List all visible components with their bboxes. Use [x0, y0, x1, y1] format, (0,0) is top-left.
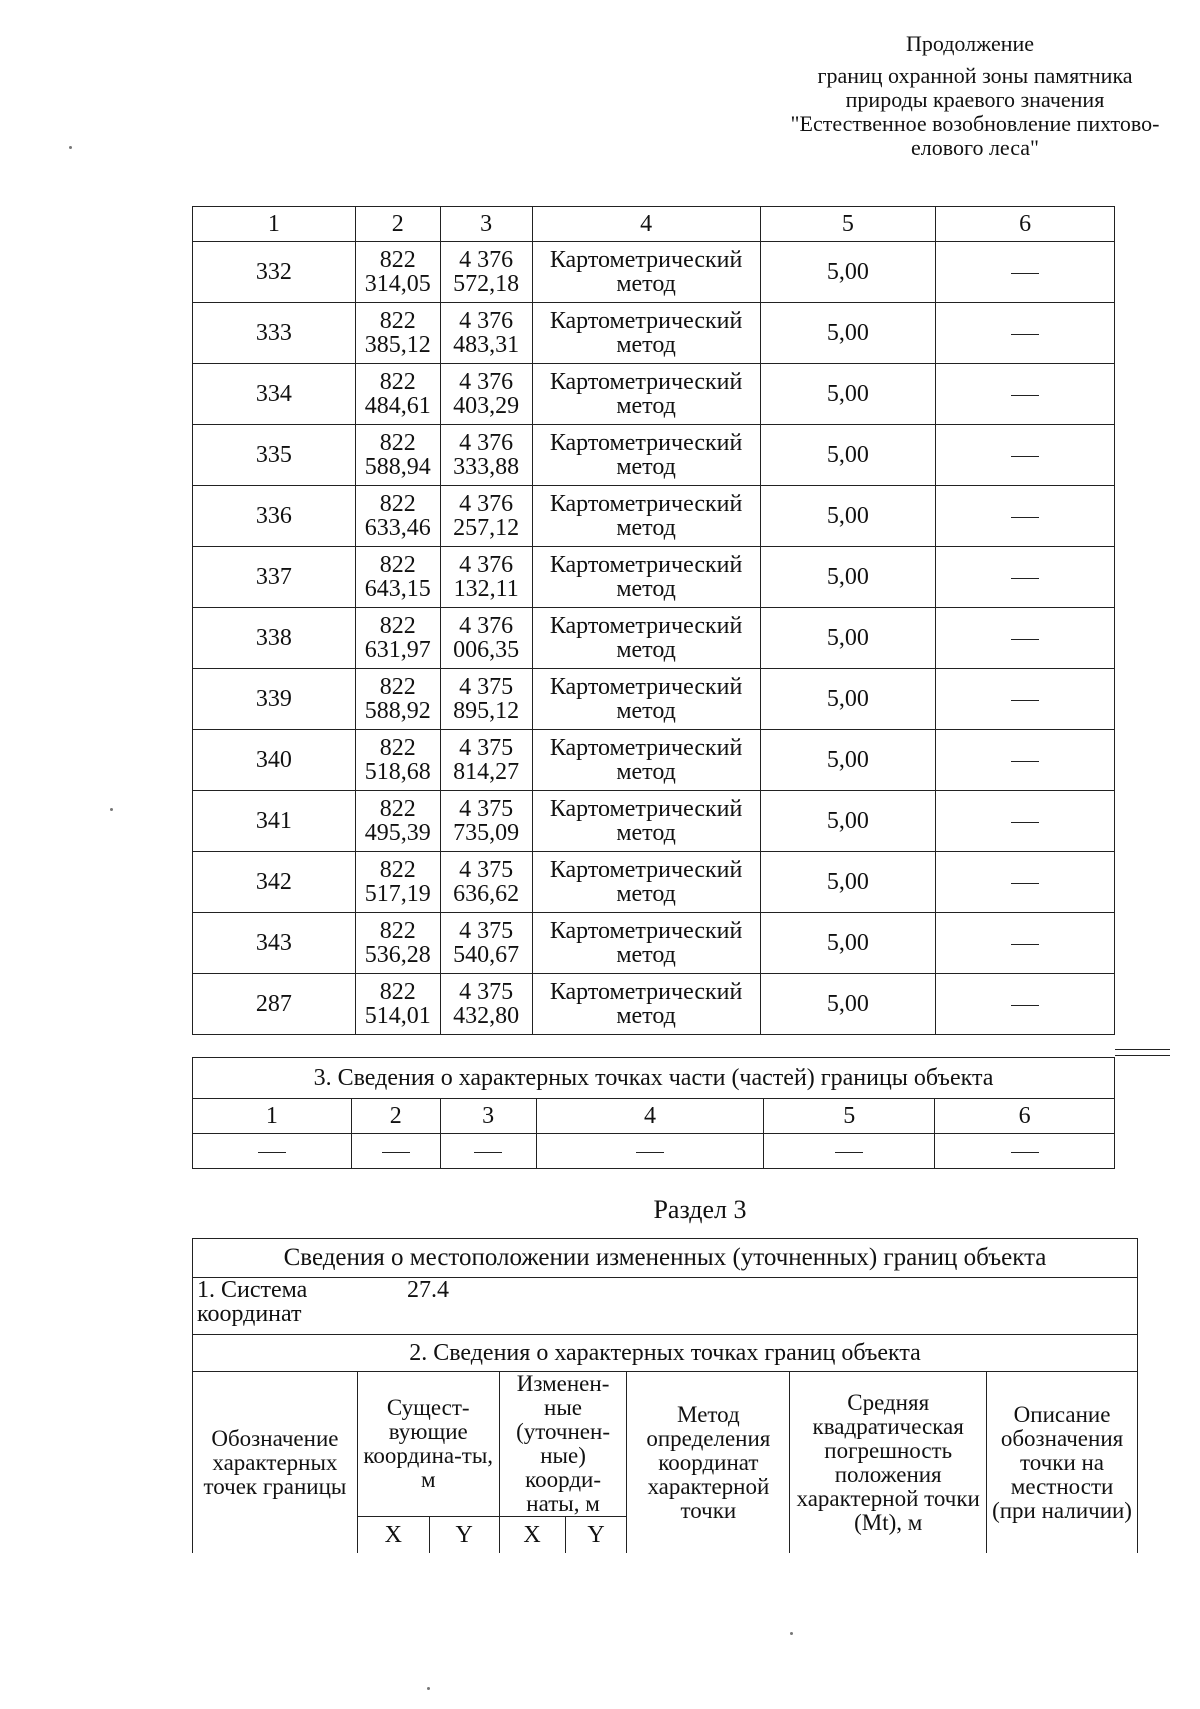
table-row — [193, 486, 1115, 547]
dash-mark — [1011, 639, 1039, 640]
section-heading: Раздел 3 — [653, 1195, 747, 1224]
table-row — [193, 303, 1115, 364]
scan-speck — [69, 146, 72, 149]
boundary-parts-title: 3. Сведения о характерных точках части (частей) границы объекта — [193, 1058, 1115, 1099]
point-number-cell: 341 — [193, 791, 356, 852]
method-cell: Картометрический метод — [532, 791, 760, 852]
coordinate-system-label: 1. Система координат — [197, 1277, 308, 1327]
column-number: 2 — [355, 207, 440, 242]
y-coordinate-cell: 4 375 636,62 — [440, 852, 532, 913]
y-coordinate-cell: 4 376 483,31 — [440, 303, 532, 364]
error-cell: 5,00 — [760, 547, 936, 608]
table-row — [193, 608, 1115, 669]
dash-cell — [193, 1134, 352, 1169]
description-cell — [936, 730, 1115, 791]
dash-mark — [258, 1152, 286, 1153]
dash-mark — [1011, 1152, 1039, 1153]
error-cell: 5,00 — [760, 913, 936, 974]
dash-mark — [1011, 273, 1039, 274]
description-cell — [936, 303, 1115, 364]
double-rule — [1115, 1049, 1170, 1050]
dash-mark — [1011, 700, 1039, 701]
subcolumn-y: Y — [429, 1517, 499, 1554]
description-cell — [936, 547, 1115, 608]
y-coordinate-cell: 4 375 814,27 — [440, 730, 532, 791]
method-cell: Картометрический метод — [532, 486, 760, 547]
x-coordinate-cell: 822 643,15 — [355, 547, 440, 608]
subcolumn-x: X — [357, 1517, 429, 1554]
description-cell — [936, 852, 1115, 913]
dash-mark — [1011, 578, 1039, 579]
section3-title: Сведения о местоположении измененных (уточненных) границ объекта — [193, 1239, 1138, 1278]
point-number-cell: 332 — [193, 242, 356, 303]
table-header-row — [193, 1099, 1115, 1134]
method-cell: Картометрический метод — [532, 730, 760, 791]
x-coordinate-cell: 822 633,46 — [355, 486, 440, 547]
coordinate-system-row — [193, 1278, 1138, 1335]
subcolumn-y: Y — [565, 1517, 627, 1554]
error-cell: 5,00 — [760, 791, 936, 852]
point-number-cell: 333 — [193, 303, 356, 364]
column-number: 3 — [440, 207, 532, 242]
x-coordinate-cell: 822 631,97 — [355, 608, 440, 669]
method-cell: Картометрический метод — [532, 425, 760, 486]
scan-speck — [110, 808, 113, 811]
dash-mark — [1011, 334, 1039, 335]
table-row — [193, 730, 1115, 791]
point-number-cell: 338 — [193, 608, 356, 669]
x-coordinate-cell: 822 518,68 — [355, 730, 440, 791]
column-number: 6 — [936, 207, 1115, 242]
y-coordinate-cell: 4 375 432,80 — [440, 974, 532, 1035]
column-number: 3 — [440, 1099, 536, 1134]
column-header-error: Средняя квадратическая погрешность положения характерной точки (Mt), м — [790, 1372, 987, 1554]
column-number: 2 — [351, 1099, 440, 1134]
description-cell — [936, 974, 1115, 1035]
y-coordinate-cell: 4 375 540,67 — [440, 913, 532, 974]
x-coordinate-cell: 822 495,39 — [355, 791, 440, 852]
point-number-cell: 339 — [193, 669, 356, 730]
point-number-cell: 343 — [193, 913, 356, 974]
description-cell — [936, 608, 1115, 669]
boundary-parts-table — [192, 1057, 1115, 1169]
point-number-cell: 334 — [193, 364, 356, 425]
column-number: 5 — [764, 1099, 935, 1134]
dash-mark — [474, 1152, 502, 1153]
error-cell: 5,00 — [760, 852, 936, 913]
table-row — [193, 852, 1115, 913]
method-cell: Картометрический метод — [532, 852, 760, 913]
table-row — [193, 425, 1115, 486]
dash-mark — [1011, 1005, 1039, 1006]
method-cell: Картометрический метод — [532, 364, 760, 425]
dash-cell — [935, 1134, 1115, 1169]
dash-mark — [1011, 761, 1039, 762]
error-cell: 5,00 — [760, 425, 936, 486]
column-number: 5 — [760, 207, 936, 242]
column-number: 1 — [193, 1099, 352, 1134]
dash-mark — [1011, 517, 1039, 518]
dash-mark — [1011, 822, 1039, 823]
coordinate-system-value: 27.4 — [407, 1277, 449, 1303]
points-title: 2. Сведения о характерных точках границ объекта — [193, 1335, 1138, 1372]
error-cell: 5,00 — [760, 669, 936, 730]
point-number-cell: 336 — [193, 486, 356, 547]
x-coordinate-cell: 822 588,92 — [355, 669, 440, 730]
dash-mark — [1011, 883, 1039, 884]
y-coordinate-cell: 4 376 257,12 — [440, 486, 532, 547]
description-cell — [936, 669, 1115, 730]
x-coordinate-cell: 822 385,12 — [355, 303, 440, 364]
y-coordinate-cell: 4 376 403,29 — [440, 364, 532, 425]
continuation-label: Продолжение — [905, 31, 1035, 56]
error-cell: 5,00 — [760, 730, 936, 791]
section3-table — [192, 1238, 1138, 1553]
boundary-points-table — [192, 206, 1115, 1035]
column-number: 1 — [193, 207, 356, 242]
column-header-existing-coords: Сущест-вующие координа-ты, м — [357, 1372, 499, 1517]
description-cell — [936, 425, 1115, 486]
error-cell: 5,00 — [760, 974, 936, 1035]
dash-cell — [440, 1134, 536, 1169]
x-coordinate-cell: 822 536,28 — [355, 913, 440, 974]
x-coordinate-cell: 822 588,94 — [355, 425, 440, 486]
error-cell: 5,00 — [760, 608, 936, 669]
method-cell: Картометрический метод — [532, 303, 760, 364]
point-number-cell: 287 — [193, 974, 356, 1035]
dash-cell — [351, 1134, 440, 1169]
error-cell: 5,00 — [760, 242, 936, 303]
y-coordinate-cell: 4 376 006,35 — [440, 608, 532, 669]
table-row — [193, 364, 1115, 425]
table-row — [193, 669, 1115, 730]
table-row — [193, 242, 1115, 303]
point-number-cell: 340 — [193, 730, 356, 791]
continuation-description: границ охранной зоны памятника природы краевого значения "Естественное возобновление пихтово-елового леса" — [790, 63, 1160, 160]
dash-mark — [1011, 395, 1039, 396]
description-cell — [936, 364, 1115, 425]
column-header-designation: Обозначение характерных точек границы — [193, 1372, 358, 1554]
dash-mark — [1011, 456, 1039, 457]
dash-mark — [636, 1152, 664, 1153]
x-coordinate-cell: 822 514,01 — [355, 974, 440, 1035]
error-cell: 5,00 — [760, 303, 936, 364]
table-row — [193, 974, 1115, 1035]
column-header-description: Описание обозначения точки на местности (при наличии) — [987, 1372, 1138, 1554]
subcolumn-x: X — [499, 1517, 565, 1554]
column-number: 4 — [532, 207, 760, 242]
method-cell: Картометрический метод — [532, 608, 760, 669]
error-cell: 5,00 — [760, 364, 936, 425]
x-coordinate-cell: 822 484,61 — [355, 364, 440, 425]
table-row — [193, 547, 1115, 608]
table-row — [193, 1134, 1115, 1169]
dash-mark — [835, 1152, 863, 1153]
description-cell — [936, 242, 1115, 303]
table-row — [193, 791, 1115, 852]
y-coordinate-cell: 4 376 572,18 — [440, 242, 532, 303]
scan-speck — [427, 1687, 430, 1690]
y-coordinate-cell: 4 375 895,12 — [440, 669, 532, 730]
y-coordinate-cell: 4 376 132,11 — [440, 547, 532, 608]
column-number: 6 — [935, 1099, 1115, 1134]
method-cell: Картометрический метод — [532, 547, 760, 608]
description-cell — [936, 791, 1115, 852]
method-cell: Картометрический метод — [532, 669, 760, 730]
point-number-cell: 337 — [193, 547, 356, 608]
double-rule — [1115, 1055, 1170, 1056]
point-number-cell: 342 — [193, 852, 356, 913]
dash-mark — [382, 1152, 410, 1153]
x-coordinate-cell: 822 314,05 — [355, 242, 440, 303]
column-header-changed-coords: Изменен-ные (уточнен-ные) коорди-наты, м — [499, 1372, 627, 1517]
method-cell: Картометрический метод — [532, 913, 760, 974]
scan-speck — [790, 1632, 793, 1635]
point-number-cell: 335 — [193, 425, 356, 486]
column-number: 4 — [536, 1099, 764, 1134]
y-coordinate-cell: 4 375 735,09 — [440, 791, 532, 852]
method-cell: Картометрический метод — [532, 974, 760, 1035]
method-cell: Картометрический метод — [532, 242, 760, 303]
y-coordinate-cell: 4 376 333,88 — [440, 425, 532, 486]
description-cell — [936, 486, 1115, 547]
table-header-row — [193, 207, 1115, 242]
table-row — [193, 913, 1115, 974]
dash-cell — [536, 1134, 764, 1169]
dash-mark — [1011, 944, 1039, 945]
error-cell: 5,00 — [760, 486, 936, 547]
x-coordinate-cell: 822 517,19 — [355, 852, 440, 913]
dash-cell — [764, 1134, 935, 1169]
description-cell — [936, 913, 1115, 974]
column-header-method: Метод определения координат характерной точки — [627, 1372, 790, 1554]
